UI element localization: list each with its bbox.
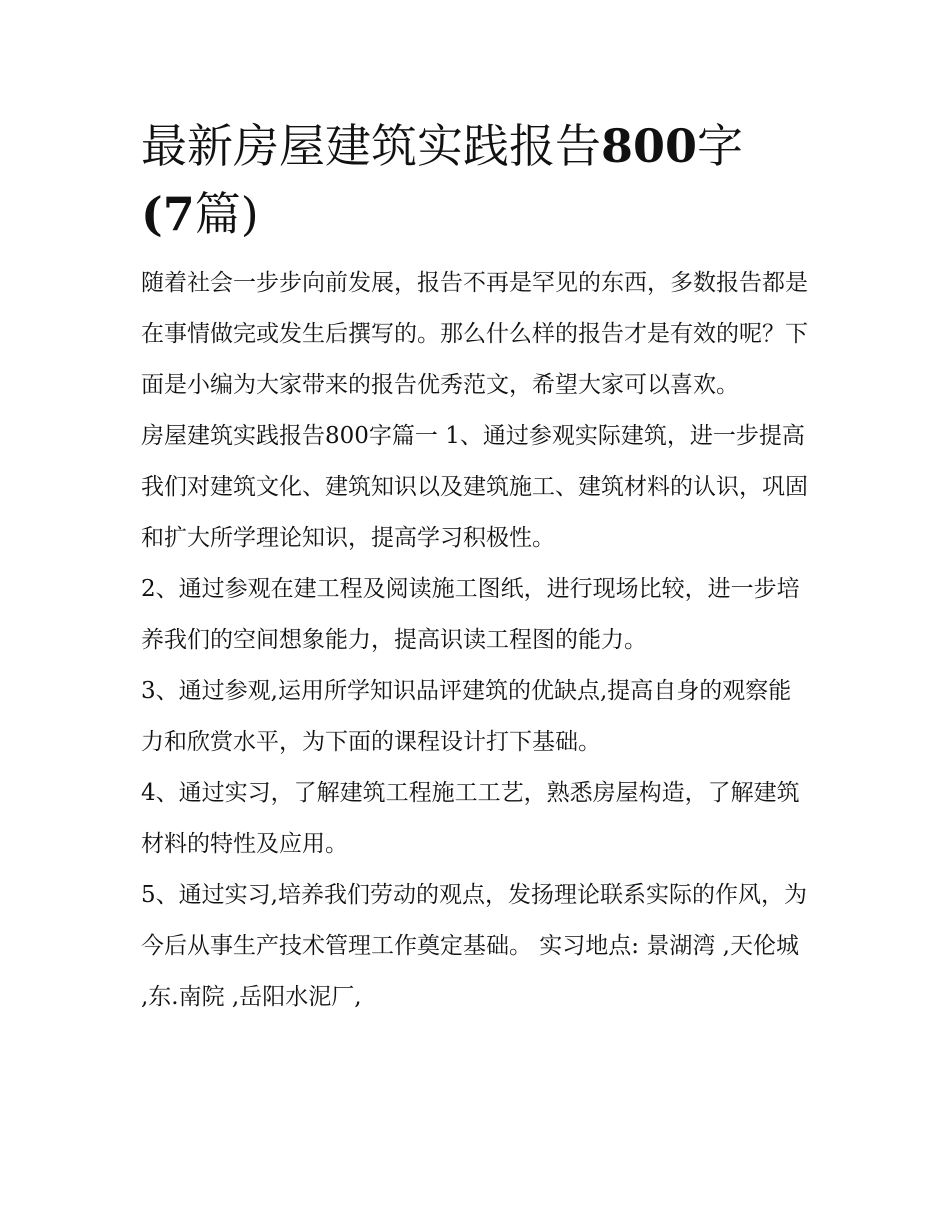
title-suffix: 篇) [194,187,259,241]
paragraph-item-1: 房屋建筑实践报告800字篇一 1、通过参观实际建筑，进一步提高我们对建筑文化、建筑知识以及建筑施工、建筑材料的认识，巩固和扩大所学理论知识，提高学习积极性。 [141,423,808,551]
title-number: 800 [601,119,698,173]
paragraph-item-4: 4、通过实习，了解建筑工程施工工艺，熟悉房屋构造，了解建筑材料的特性及应用。 [141,780,800,857]
title-text: 最新房屋建筑实践报告 [141,119,601,173]
document-content [141,112,813,1023]
title-unit: 字 [697,119,744,173]
paragraph-item-2: 2、通过参观在建工程及阅读施工图纸，进行现场比较，进一步培养我们的空间想象能力，提高识读工程图的能力。 [141,576,800,653]
paragraph-item-5: 5、通过实习,培养我们劳动的观点，发扬理论联系实际的作风，为今后从事生产技术管理工作奠定基础。 实习地点: 景湖湾 ,天伦城 ,东.南院 ,岳阳水泥厂, [141,882,807,1010]
paragraph-item-3: 3、通过参观,运用所学知识品评建筑的优缺点,提高自身的观察能力和欣赏水平，为下面的课程设计打下基础。 [141,678,792,755]
document-title [141,112,813,248]
paragraph-intro: 随着社会一步步向前发展，报告不再是罕见的东西，多数报告都是在事情做完或发生后撰写的。那么什么样的报告才是有效的呢？下面是小编为大家带来的报告优秀范文，希望大家可以喜欢。 [141,270,808,398]
title-count: (7 [141,187,195,241]
